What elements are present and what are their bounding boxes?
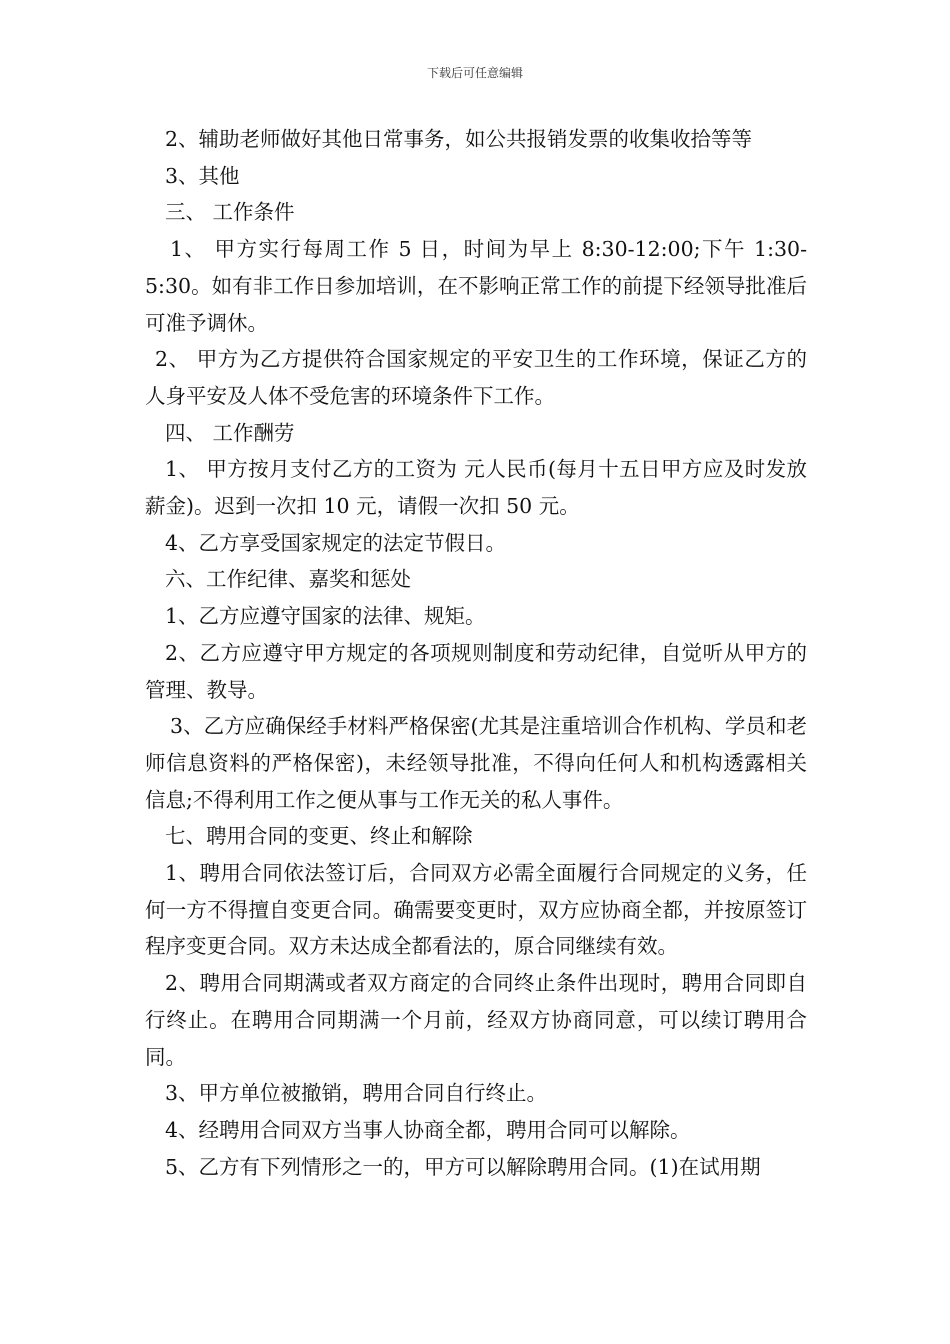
section-heading-contract-changes: 七、聘用合同的变更、终止和解除: [165, 824, 473, 849]
document-body: [145, 121, 807, 1185]
paragraph-discipline-3: 3、乙方应确保经手材料严格保密(尤其是注重培训合作机构、学员和老师信息资料的严格保密)，未经领导批准，不得向任何人和机构透露相关信息;不得利用工作之便从事与工作无关的私人事件。: [145, 714, 807, 812]
section-heading-discipline: 六、工作纪律、嘉奖和惩处: [165, 567, 411, 592]
paragraph-holidays: 4、乙方享受国家规定的法定节假日。: [165, 530, 507, 555]
paragraph-contract-5: 5、乙方有下列情形之一的，甲方可以解除聘用合同。(1)在试用期: [165, 1154, 761, 1179]
page-header: 下载后可任意编辑: [426, 66, 523, 80]
section-heading-work-conditions: 三、 工作条件: [165, 200, 295, 225]
section-heading-remuneration: 四、 工作酬劳: [165, 420, 295, 445]
paragraph-contract-4: 4、经聘用合同双方当事人协商全都，聘用合同可以解除。: [165, 1117, 691, 1142]
paragraph-work-hours: 1、 甲方实行每周工作 5 日，时间为早上 8:30-12:00;下午 1:30-5:30。如有非工作日参加培训，在不影响正常工作的前提下经领导批准后可准予调休。: [145, 237, 807, 335]
paragraph-duty-2: 2、辅助老师做好其他日常事务，如公共报销发票的收集收拾等等: [165, 127, 753, 151]
paragraph-duty-3: 3、其他: [165, 163, 240, 188]
paragraph-contract-1: 1、聘用合同依法签订后，合同双方必需全面履行合同规定的义务，任何一方不得擅自变更合同。确需要变更时，双方应协商全都，并按原签订程序变更合同。双方未达成全都看法的，原合同继续有效。: [145, 861, 807, 959]
paragraph-discipline-1: 1、乙方应遵守国家的法律、规矩。: [165, 604, 486, 629]
paragraph-work-environment: 2、 甲方为乙方提供符合国家规定的平安卫生的工作环境，保证乙方的人身平安及人体不受危害的环境条件下工作。: [145, 347, 807, 408]
paragraph-contract-2: 2、聘用合同期满或者双方商定的合同终止条件出现时，聘用合同即自行终止。在聘用合同期满一个月前，经双方协商同意，可以续订聘用合同。: [145, 971, 807, 1069]
paragraph-contract-3: 3、甲方单位被撤销，聘用合同自行终止。: [165, 1081, 548, 1106]
paragraph-salary: 1、 甲方按月支付乙方的工资为 元人民币(每月十五日甲方应及时发放薪金)。迟到一次扣 10 元，请假一次扣 50 元。: [145, 457, 807, 519]
paragraph-discipline-2: 2、乙方应遵守甲方规定的各项规则制度和劳动纪律，自觉听从甲方的管理、教导。: [145, 640, 807, 702]
